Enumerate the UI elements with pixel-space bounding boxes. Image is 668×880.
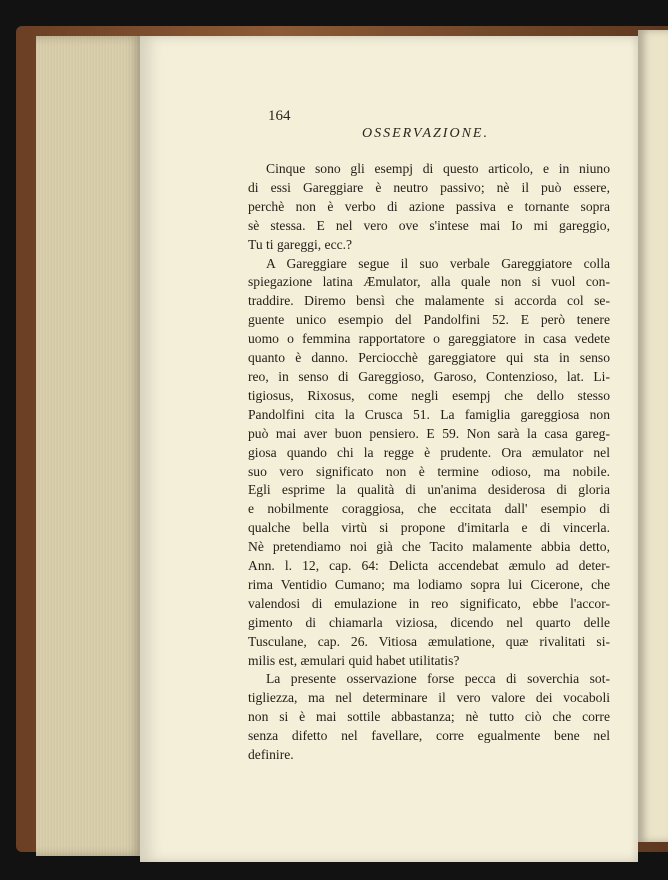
text-line: può mai aver buon pensiero. E 59. Non sarà la casa gareg-	[248, 425, 610, 441]
text-line: valendosi di emulazione in reo significato, ebbe l'accor-	[248, 595, 610, 611]
text-line: tigliezza, ma nel determinare il vero valore dei vocaboli	[248, 690, 610, 706]
text-line: definire.	[248, 747, 294, 763]
text-line: Tusculane, cap. 26. Vitiosa æmulatione, quæ rivalitati si-	[248, 633, 610, 649]
text-line: guente unico esempio del Pandolfini 52. E però tenere	[248, 312, 610, 328]
text-line: non si è mai sottile abbastanza; nè tutto ciò che corre	[248, 709, 610, 725]
text-line: di essi Gareggiare è neutro passivo; nè il può essere,	[248, 179, 610, 195]
page-edges	[36, 36, 144, 856]
text-line: Tu ti gareggi, ecc.?	[248, 236, 353, 252]
text-line: A Gareggiare segue il suo verbale Gareggiatore colla	[266, 255, 610, 271]
text-line: perchè non è verbo di azione passiva e tornante sopra	[248, 198, 610, 214]
text-line: Egli esprime la qualità di un'anima desiderosa di gloria	[248, 482, 610, 498]
text-line: traddire. Diremo bensì che malamente si accorda col se-	[248, 293, 610, 309]
text-line: giosa quando chi la regge è prudente. Ora æmulator nel	[248, 444, 610, 460]
text-line: e nobilmente coraggiosa, che eccitata dall' esempio di	[248, 501, 610, 517]
text-line: reo, in senso di Gareggioso, Garoso, Contenzioso, lat. Li-	[248, 368, 610, 384]
body-text	[248, 160, 610, 765]
text-line: rima Ventidio Cumano; ma lodiamo sopra lui Cicerone, che	[248, 576, 610, 592]
facing-page-edge	[638, 30, 668, 842]
text-line: gimento di chiamarla viziosa, dicendo nel quarto delle	[248, 614, 610, 630]
text-line: milis est, æmulari quid habet utilitatis?	[248, 652, 460, 668]
page-number: 164	[268, 108, 291, 124]
text-line: Nè pretendiamo noi già che Tacito malamente abbia detto,	[248, 539, 610, 555]
text-line: suo vero significato non è termine odioso, ma nobile.	[248, 463, 610, 479]
text-line: Ann. l. 12, cap. 64: Delicta accendebat æmulo ad deter-	[248, 558, 610, 574]
text-line: quanto è danno. Perciocchè gareggiatore qui sta in senso	[248, 350, 610, 366]
text-line: Cinque sono gli esempj di questo articolo, e in niuno	[266, 161, 610, 176]
text-line: Pandolfini cita la Crusca 51. La famiglia gareggiosa non	[248, 406, 610, 422]
text-line: La presente osservazione forse pecca di soverchia sot-	[266, 671, 610, 687]
text-line: qualche bella virtù si propone d'imitarla e di vincerla.	[248, 520, 610, 536]
text-line: uomo o femmina rapportatore o gareggiatore in casa vedete	[248, 331, 610, 347]
text-line: spiegazione latina Æmulator, alla quale non si vuol con-	[248, 274, 610, 290]
text-line: tigiosus, Rixosus, come negli esempj che dello stesso	[248, 387, 610, 403]
text-line: sè stessa. E nel vero ove s'intese mai Io mi gareggio,	[248, 217, 610, 233]
text-line: senza difetto nel favellare, corre egualmente bene nel	[248, 728, 610, 744]
running-head: OSSERVAZIONE.	[362, 126, 489, 141]
